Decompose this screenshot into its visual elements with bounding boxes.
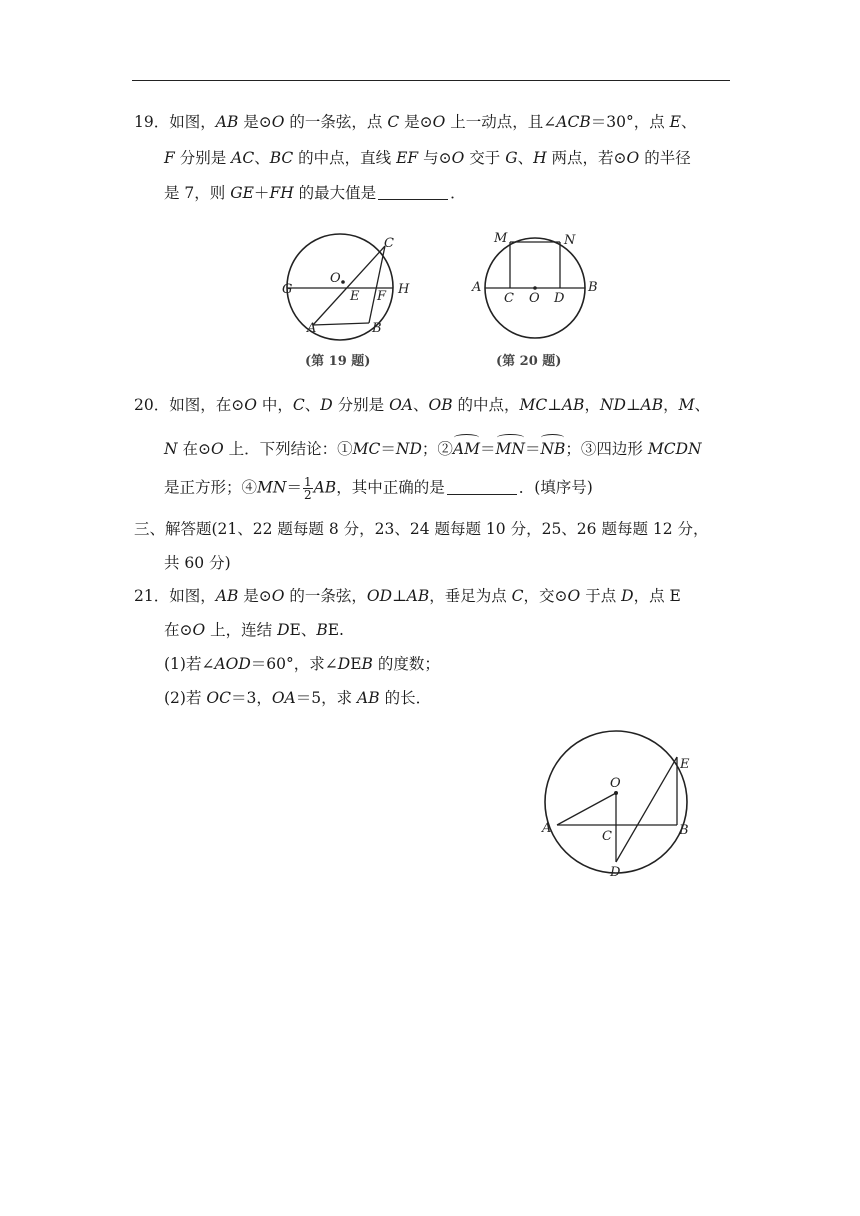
math: O (244, 396, 257, 414)
math: H (533, 149, 547, 167)
text: 、 (517, 149, 534, 167)
math: AOD (214, 655, 251, 673)
q19-line-2 (164, 148, 691, 168)
chord-bc (369, 246, 385, 323)
text: 的中点， (452, 396, 520, 414)
text: 于点 (580, 587, 622, 605)
text: 分别是 (174, 149, 232, 167)
math: D (320, 396, 333, 414)
section-3-heading-line-2: 共 60 分) (164, 554, 231, 572)
chord-ab (313, 323, 369, 325)
math: OA (271, 689, 296, 707)
text: 是正方形；④ (164, 478, 258, 497)
math: AB (357, 689, 380, 707)
text: 在⊙ (177, 440, 211, 458)
text: ，点 E (633, 587, 681, 605)
chord-ac (313, 246, 385, 325)
math: GE (230, 184, 254, 202)
q20-line-1 (134, 395, 710, 415)
q21-line-1 (134, 586, 681, 606)
text: 的长． (379, 689, 432, 707)
math: OC (206, 689, 231, 707)
label-e: E (680, 757, 690, 772)
math: G (505, 149, 518, 167)
text: ＝3， (230, 689, 272, 707)
label-o: O (529, 291, 540, 306)
text: 交于 (464, 149, 506, 167)
caption-20: (第 20 题) (496, 354, 562, 369)
math: E (669, 113, 681, 131)
label-g: G (282, 282, 293, 297)
text: 两点，若⊙ (546, 149, 627, 167)
text: ， (663, 396, 679, 414)
text: 上．下列结论：① (223, 440, 353, 458)
text: ，垂足为点 (429, 587, 512, 605)
text: (2)若 (164, 689, 207, 707)
q21-part-2 (164, 688, 431, 708)
text: 的中点，直线 (293, 149, 397, 167)
text: ＝30°，点 (590, 113, 670, 131)
text: 、 (412, 396, 429, 414)
text: 与⊙ (418, 149, 452, 167)
q20-line-2 (164, 439, 702, 459)
math: O (210, 440, 224, 458)
top-rule (132, 80, 730, 81)
math: M (678, 396, 695, 414)
label-c: C (384, 236, 394, 251)
q21-part-1 (164, 654, 440, 674)
text: ⊥ (392, 587, 407, 605)
text: 如图，在⊙ (169, 396, 245, 414)
math: AB (313, 478, 337, 497)
math: D (337, 655, 351, 673)
answer-blank[interactable] (378, 185, 448, 200)
math: O (192, 621, 206, 639)
text: ．(填序号) (518, 478, 593, 497)
text: 的一条弦，点 (284, 113, 388, 131)
section-3-heading-line-1: 三、解答题(21、22 题每题 8 分，23、24 题每题 10 分，25、26 题每题 12 分， (134, 520, 709, 538)
math: BC (269, 149, 294, 167)
fraction-one-half (303, 476, 313, 501)
text: 、 (680, 113, 697, 131)
text: ⊥ (625, 396, 641, 414)
figure-21 (530, 720, 710, 885)
question-number: 20． (134, 396, 170, 414)
math: OA (389, 396, 413, 414)
math: AC (231, 149, 255, 167)
text: ＝ (524, 440, 541, 458)
label-b: B (372, 321, 382, 336)
text: ＋ (253, 184, 270, 202)
text: ；③四边形 (565, 440, 648, 458)
segment-de (616, 757, 677, 862)
figure-19 (270, 225, 420, 375)
label-o: O (330, 271, 341, 286)
arc-am: AM (452, 440, 480, 458)
math: D (277, 621, 290, 639)
label-e: E (350, 289, 360, 304)
math: MN (257, 478, 287, 497)
math: AB (640, 396, 664, 414)
math: FH (269, 184, 294, 202)
text: E. (327, 621, 344, 639)
center-dot (614, 791, 618, 795)
math: EF (396, 149, 419, 167)
text: 的最大值是 (293, 184, 377, 202)
text: 上一动点，且∠ (445, 113, 557, 131)
center-dot (341, 280, 345, 284)
q19-line-3 (164, 183, 466, 203)
label-c: C (602, 829, 612, 844)
q21-line-2 (164, 620, 344, 640)
text: ＝5，求 (295, 689, 358, 707)
question-number: 19． (134, 113, 170, 131)
text: 在⊙ (164, 621, 193, 639)
label-a: A (307, 321, 317, 336)
math: O (271, 587, 285, 605)
label-n: N (564, 233, 576, 248)
q20-line-3 (164, 476, 593, 501)
math: O (626, 149, 640, 167)
math: C (511, 587, 524, 605)
text: 、 (694, 396, 711, 414)
label-f: F (377, 289, 387, 304)
text: ＝ (286, 478, 302, 497)
math: N (164, 440, 178, 458)
label-d: D (554, 291, 565, 306)
text: 是⊙ (399, 113, 433, 131)
math: O (432, 113, 446, 131)
text: ，交⊙ (523, 587, 568, 605)
text: ⊥ (547, 396, 562, 414)
label-m: M (494, 231, 508, 246)
fraction-numerator: 1 (303, 475, 312, 489)
label-o: O (610, 776, 621, 791)
text: (1)若∠ (164, 655, 215, 673)
text: ＝60°，求∠ (250, 655, 338, 673)
text: ＝ (380, 440, 396, 458)
question-number: 21． (134, 587, 170, 605)
text: ，其中正确的是 (336, 478, 445, 497)
arc-nb: NB (540, 440, 566, 458)
math: MC (519, 396, 548, 414)
math: ND (395, 440, 422, 458)
answer-blank[interactable] (447, 480, 517, 495)
text: ＝ (479, 440, 496, 458)
text: 上，连结 (205, 621, 278, 639)
text: 的一条弦， (284, 587, 367, 605)
label-b: B (679, 823, 689, 838)
math: ACB (556, 113, 591, 131)
math: ND (599, 396, 626, 414)
math: D (621, 587, 634, 605)
text: 是⊙ (238, 587, 272, 605)
text: 的度数； (372, 655, 440, 673)
math: OD (366, 587, 393, 605)
math: OB (428, 396, 453, 414)
math: AB (215, 113, 239, 131)
label-d: D (610, 865, 621, 880)
caption-19: (第 19 题) (305, 354, 371, 369)
text: E、 (289, 621, 317, 639)
text: 如图， (169, 587, 216, 605)
math: O (567, 587, 581, 605)
math: B (316, 621, 328, 639)
text: 、 (304, 396, 321, 414)
label-b: B (588, 280, 598, 295)
math: AB (406, 587, 430, 605)
math: AB (215, 587, 239, 605)
math: O (451, 149, 465, 167)
math: C (292, 396, 305, 414)
figure-20 (468, 225, 613, 375)
label-c: C (504, 291, 514, 306)
math: C (387, 113, 400, 131)
text: E (350, 655, 362, 673)
text: ， (584, 396, 600, 414)
math: AB (561, 396, 585, 414)
text: ． (450, 184, 466, 202)
label-h: H (398, 282, 410, 297)
text: ；② (421, 440, 453, 458)
math: F (164, 149, 175, 167)
fraction-denominator: 2 (303, 488, 312, 502)
text: 分别是 (332, 396, 390, 414)
math: O (271, 113, 285, 131)
math: MCDN (647, 440, 702, 458)
text: 、 (254, 149, 270, 167)
center-dot (533, 286, 537, 290)
text: 是 7，则 (164, 184, 231, 202)
text: 如图， (169, 113, 216, 131)
math: B (361, 655, 373, 673)
q19-line-1 (134, 112, 696, 132)
text: 的半径 (639, 149, 691, 167)
arc-mn: MN (495, 440, 525, 458)
label-a: A (472, 280, 482, 295)
segment-oa (557, 793, 616, 825)
text: 是⊙ (238, 113, 272, 131)
math: MC (352, 440, 381, 458)
label-a: A (542, 821, 552, 836)
text: 中， (256, 396, 293, 414)
